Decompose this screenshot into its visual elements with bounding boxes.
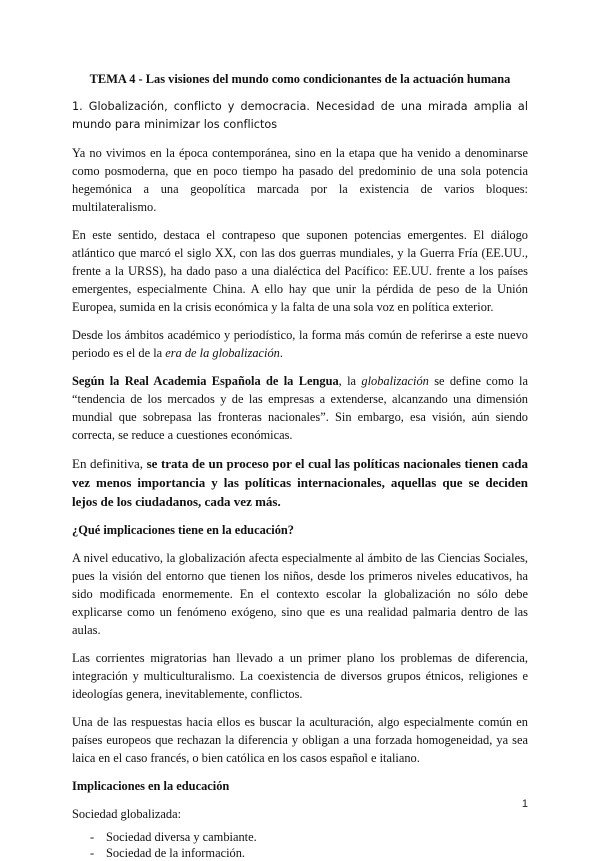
paragraph-4	[72, 372, 528, 444]
paragraph-3-end: .	[279, 346, 283, 360]
list-item	[90, 845, 528, 861]
list-item-text: Sociedad de la información.	[106, 846, 246, 860]
paragraph-3-italic: era de la globalización	[165, 346, 280, 360]
document-title: TEMA 4 - Las visiones del mundo como condicionantes de la actuación humana	[89, 72, 511, 86]
section-heading: 1. Globalización, conflicto y democracia. Necesidad de una mirada amplia al mundo para minimizar los conflictos	[72, 100, 528, 131]
globalizacion-term: globalización	[361, 374, 429, 388]
list-item	[90, 829, 528, 845]
paragraph-5	[72, 454, 528, 511]
paragraph-3-text: Desde los ámbitos académico y periodístico, la forma más común de referirse a este nuevo periodo es el de la	[72, 328, 528, 360]
paragraph-4-rest: se define como la “tendencia de los mercados y de las empresas a extenderse, alcanzando una dimensión mundial que sobrepasa las fronteras nacionales”. Sin embargo, esa visión, aún siendo correcta, se reduce a cuestiones económicas.	[72, 374, 528, 442]
document-page	[72, 70, 528, 861]
paragraph-4-mid: , la	[338, 374, 362, 388]
paragraph-6: A nivel educativo, la globalización afecta especialmente al ámbito de las Ciencias Sociales, pues la visión del entorno que tienen los niños, desde los primeros niveles educativos, ha sido modificada enormemente. En el contexto escolar la globalización no sólo debe explicarse como un fenómeno exógeno, sino que es una realidad palmaria dentro de las aulas.	[72, 551, 528, 637]
list-dash: -	[90, 846, 95, 860]
paragraph-8: Una de las respuestas hacia ellos es buscar la aculturación, algo especialmente común en países europeos que rechazan la diferencia y obligan a una forzada homogeneidad, ya sea laica en el caso francés, o bien católica en los casos español e italiano.	[72, 715, 528, 765]
paragraph-3	[72, 326, 528, 362]
paragraph-1: Ya no vivimos en la época contemporánea, sino en la etapa que ha venido a denominarse como posmoderna, que en poco tiempo ha pasado del predominio de una sola potencia hegemónica a una geopolítica marcada por la existencia de varios bloques: multilateralismo.	[72, 146, 528, 214]
paragraph-2: En este sentido, destaca el contrapeso que suponen potencias emergentes. El diálogo atlántico que marcó el siglo XX, con las dos guerras mundiales, y la Guerra Fría (EE.UU., frente a la URSS), ha dado paso a una dialéctica del Pacífico: EE.UU. frente a los países emergentes, especialmente China. A ello hay que unir la pérdida de peso de la Unión Europea, sumida en la crisis económica y la falta de una sola voz en política exterior.	[72, 228, 528, 314]
paragraph-5-bold: se trata de un proceso por el cual las políticas nacionales tienen cada vez menos importancia y las políticas internacionales, aquellas que se deciden lejos de los ciudadanos, cada vez más.	[72, 456, 528, 509]
page-number: 1	[521, 798, 528, 810]
society-label: Sociedad globalizada:	[72, 807, 182, 821]
list-dash: -	[90, 830, 95, 844]
question-heading: ¿Qué implicaciones tiene en la educación?	[72, 523, 294, 537]
implications-heading: Implicaciones en la educación	[72, 779, 230, 793]
paragraph-7: Las corrientes migratorias han llevado a un primer plano los problemas de diferencia, integración y multiculturalismo. La coexistencia de diversos grupos étnicos, religiones e ideologías genera, inevitablemente, conflictos.	[72, 651, 528, 701]
society-list	[72, 829, 528, 861]
list-item-text: Sociedad diversa y cambiante.	[106, 830, 257, 844]
rae-reference: Según la Real Academia Española de la Lengua	[72, 374, 339, 388]
paragraph-5-start: En definitiva,	[72, 456, 147, 471]
